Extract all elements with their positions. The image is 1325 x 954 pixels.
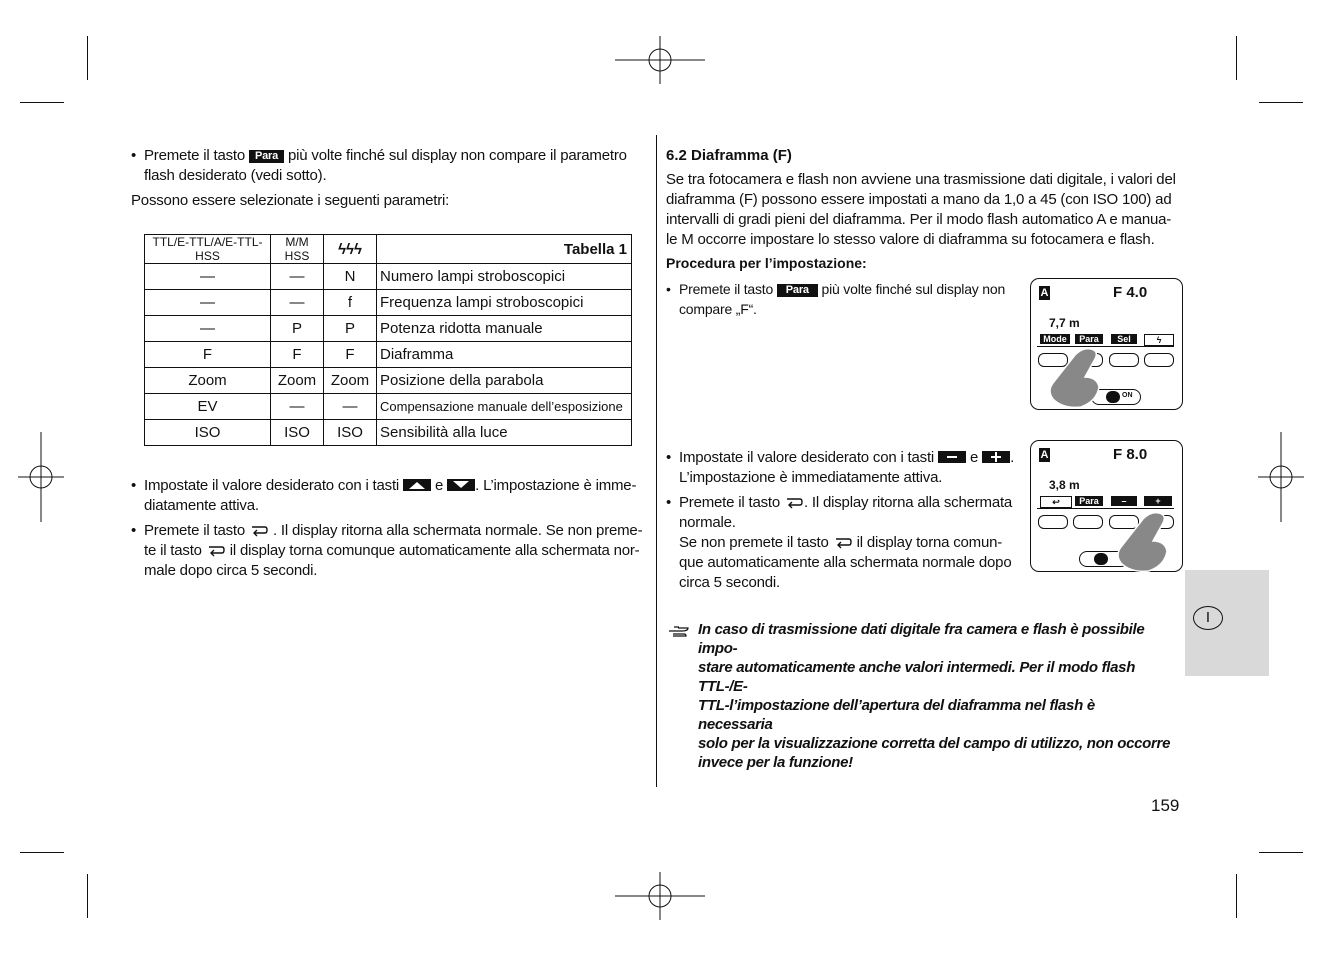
return-key-icon — [206, 543, 226, 557]
crop-mark — [87, 36, 88, 80]
text: . Il display ritorna alla schermata — [803, 494, 1013, 511]
crop-mark — [20, 852, 64, 853]
on-label: ON — [1122, 392, 1133, 399]
softkey-return: ↩ — [1040, 496, 1072, 508]
column-divider — [656, 135, 657, 787]
crop-mark — [1259, 102, 1303, 103]
table-cell: — — [271, 394, 324, 420]
text: Premete il tasto — [144, 147, 246, 164]
pointing-hand-icon — [1045, 347, 1105, 409]
text: e — [970, 449, 979, 466]
softkey-para: Para — [1075, 496, 1103, 506]
text: diaframma (F) possono essere impostati a mano da 1,0 a 45 (con ISO 100) ad — [666, 191, 1172, 208]
text: male dopo circa 5 secondi. — [144, 562, 318, 579]
text: più volte finché sul display non — [821, 281, 1006, 297]
softkey-plus: + — [1144, 496, 1172, 506]
range-distance: 3,8 m — [1049, 478, 1080, 492]
text: il display torna comun- — [856, 534, 1003, 551]
table-cell: F — [145, 342, 271, 368]
return-key-icon — [784, 495, 804, 509]
text: normale. — [679, 514, 736, 531]
text: Impostate il valore desiderato con i tasti — [144, 477, 400, 494]
table-cell: — — [271, 264, 324, 290]
text: Premete il tasto — [679, 281, 774, 297]
table-header-row — [145, 235, 632, 264]
table-cell: ISO — [145, 420, 271, 446]
table-cell: Frequenza lampi stroboscopici — [377, 290, 632, 316]
range-distance: 7,7 m — [1049, 316, 1080, 330]
aperture-value: F 4.0 — [1113, 284, 1148, 301]
text: più volte finché sul display non compare il parametro — [288, 147, 627, 164]
text: Premete il tasto — [679, 494, 781, 511]
pointing-finger-icon — [668, 622, 692, 638]
table-cell: P — [271, 316, 324, 342]
return-key-icon — [833, 535, 853, 549]
table-row — [145, 264, 632, 290]
table-row — [145, 420, 632, 446]
plus-key-icon — [982, 451, 1010, 463]
header-mhss: M/M HSS — [271, 235, 324, 264]
table-cell: Sensibilità alla luce — [377, 420, 632, 446]
step-para-key: • Premete il tasto Para più volte finché sul display non compare „F“. — [666, 281, 1006, 317]
table-cell: Compensazione manuale dell’esposizione — [377, 394, 632, 420]
text: compare „F“. — [679, 301, 757, 317]
language-tab-label: I — [1193, 606, 1223, 630]
registration-mark-left — [18, 432, 64, 522]
minus-key-icon — [938, 451, 966, 463]
table-cell: F — [324, 342, 377, 368]
text: le M occorre impostare lo stesso valore di diaframma su fotocamera e flash. — [666, 231, 1155, 248]
info-note — [698, 620, 1173, 772]
table-cell: EV — [145, 394, 271, 420]
flash-display-1 — [1030, 278, 1183, 410]
text: intervalli di gradi pieni del diaframma. Per il modo flash automatico A e manua- — [666, 211, 1172, 228]
function-button[interactable] — [1073, 515, 1103, 529]
crop-mark — [87, 874, 88, 918]
mode-indicator: A — [1040, 449, 1049, 461]
down-arrow-key-icon — [447, 479, 475, 491]
section-paragraph — [666, 170, 1186, 250]
header-strobo-icon: ϟϟϟ — [324, 235, 377, 264]
registration-mark-right — [1258, 432, 1304, 522]
bullet-set-value: • Impostate il valore desiderato con i tasti e . L’impostazione è imme- diatamente attiva. — [131, 477, 637, 514]
up-arrow-key-icon — [403, 479, 431, 491]
table-cell: f — [324, 290, 377, 316]
table-cell: Potenza ridotta manuale — [377, 316, 632, 342]
bullet-para-key: • Premete il tasto Para più volte finché sul display non compare il parametro flash desiderato (vedi sotto). — [131, 147, 627, 184]
table-cell: — — [145, 290, 271, 316]
table-cell: F — [271, 342, 324, 368]
procedure-title: Procedura per l’impostazione: — [666, 255, 867, 271]
table-title: Tabella 1 — [377, 235, 632, 264]
registration-mark-top — [615, 36, 705, 84]
text: Se non premete il tasto — [679, 534, 829, 551]
table-cell: — — [324, 394, 377, 420]
table-cell: Diaframma — [377, 342, 632, 368]
table-cell: Zoom — [271, 368, 324, 394]
crop-mark — [1236, 874, 1237, 918]
function-button[interactable] — [1109, 353, 1139, 367]
page-number: 159 — [1151, 796, 1180, 815]
table-row — [145, 316, 632, 342]
flash-display-2 — [1030, 440, 1183, 572]
header-ttl: TTL/E-TTL/A/E-TTL-HSS — [145, 235, 271, 264]
text: TTL-l’impostazione dell’apertura del diaframma nel flash è necessaria — [698, 697, 1095, 733]
language-tab — [1185, 570, 1269, 676]
table-cell: — — [145, 316, 271, 342]
text: flash desiderato (vedi sotto). — [144, 167, 327, 184]
mode-indicator: A — [1040, 287, 1049, 299]
aperture-value: F 8.0 — [1113, 446, 1148, 463]
text: Premete il tasto — [144, 522, 246, 539]
crop-mark — [20, 102, 64, 103]
crop-mark — [1236, 36, 1237, 80]
para-key-icon: Para — [249, 150, 284, 163]
table-cell: P — [324, 316, 377, 342]
section-heading: 6.2 Diaframma (F) — [666, 147, 792, 164]
text: te il tasto — [144, 542, 202, 559]
return-key-icon — [249, 523, 269, 537]
table-cell: ISO — [324, 420, 377, 446]
text: que automaticamente alla schermata normale dopo — [679, 554, 1012, 571]
softkey-mode: Mode — [1040, 334, 1070, 344]
table-cell: Zoom — [145, 368, 271, 394]
text: . L’impostazione è imme- — [475, 477, 637, 494]
text: . Il display ritorna alla schermata normale. Se non preme- — [272, 522, 643, 539]
softkey-para: Para — [1075, 334, 1103, 344]
para-key-icon: Para — [777, 284, 818, 297]
function-button[interactable] — [1038, 515, 1068, 529]
text: e — [435, 477, 444, 494]
softkey-flash: ϟ — [1144, 334, 1174, 346]
text: Se tra fotocamera e flash non avviene una trasmissione dati digitale, i valori del — [666, 171, 1176, 188]
text: circa 5 secondi. — [679, 574, 781, 591]
crop-mark — [1259, 852, 1303, 853]
table-row — [145, 290, 632, 316]
text: L’impostazione è immediatamente attiva. — [679, 469, 943, 486]
table-cell: Posizione della parabola — [377, 368, 632, 394]
step-set-value: • Impostate il valore desiderato con i tasti e . L’impostazione è immediatamente attiva. — [666, 449, 1015, 486]
function-button[interactable] — [1144, 353, 1174, 367]
text: Impostate il valore desiderato con i tasti — [679, 449, 935, 466]
softkey-minus: – — [1111, 496, 1137, 506]
table-cell: ISO — [271, 420, 324, 446]
params-intro: Possono essere selezionate i seguenti parametri: — [131, 192, 450, 209]
pointing-hand-icon — [1113, 511, 1173, 573]
table-row — [145, 394, 632, 420]
table-row — [145, 368, 632, 394]
softkey-sel: Sel — [1111, 334, 1137, 344]
table-cell: Numero lampi stroboscopici — [377, 264, 632, 290]
table-cell: Zoom — [324, 368, 377, 394]
table-cell: — — [145, 264, 271, 290]
text: il display torna comunque automaticamente alla schermata nor- — [229, 542, 640, 559]
table-cell: N — [324, 264, 377, 290]
text: . — [1010, 449, 1015, 466]
table-row — [145, 342, 632, 368]
step-return-key: • Premete il tasto . Il display ritorna alla schermata normale. Se non premete il tasto il display torna comun- que automaticamente alla schermata normale dopo circa 5 secondi. — [666, 494, 1013, 591]
bullet-return-key: • Premete il tasto . Il display ritorna alla schermata normale. Se non preme- te il tasto il display torna comunque automaticamente alla schermata nor- male dopo circa 5 secondi. — [131, 522, 643, 579]
text: invece per la funzione! — [698, 754, 853, 771]
table-cell: — — [271, 290, 324, 316]
text: solo per la visualizzazione corretta del campo di utilizzo, non occorre — [698, 735, 1171, 752]
registration-mark-bottom — [615, 872, 705, 920]
text: stare automaticamente anche valori intermedi. Per il modo flash TTL-/E- — [698, 659, 1136, 695]
parameter-table — [144, 234, 632, 446]
text: In caso di trasmissione dati digitale fra camera e flash è possibile impo- — [698, 621, 1145, 657]
text: diatamente attiva. — [144, 497, 259, 514]
